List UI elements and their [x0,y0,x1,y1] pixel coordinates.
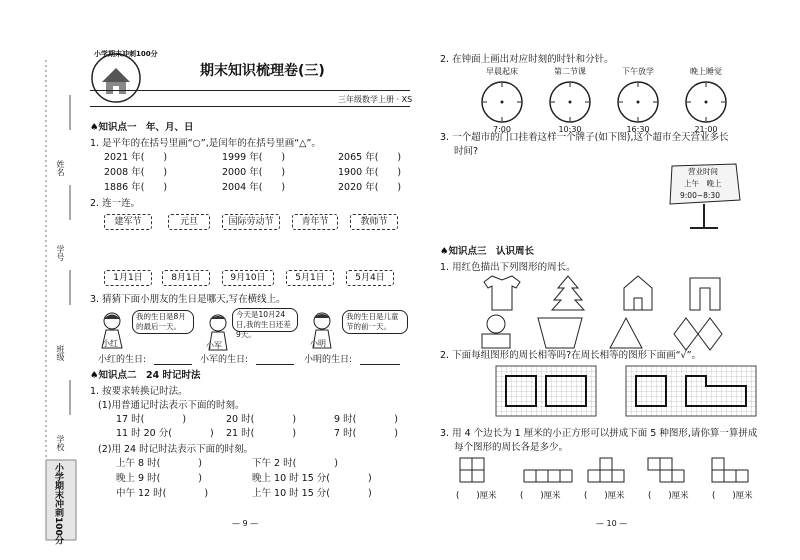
page-subtitle: 三年级数学上册 · XS [338,95,413,104]
page-title: 期末知识梳理卷(三) [200,63,325,79]
festival-box: 教师节 [350,214,398,230]
clock-face-icon[interactable] [548,80,592,124]
clock-face-icon[interactable] [616,80,660,124]
perimeter-answer[interactable]: ( )厘米 [456,491,497,501]
perimeter-answer[interactable]: ( )厘米 [520,491,561,501]
birthday-answer: 小明的生日: [304,355,353,365]
answer-line[interactable] [154,364,192,365]
answer-line[interactable] [256,364,294,365]
triangle-shape-icon [610,318,642,348]
kid-name: 小军 [206,341,222,350]
rect-shape-icon [482,334,510,348]
shapes-row-2 [476,314,776,350]
time-item: 晚上 10 时 15 分( ) [252,473,372,484]
k1-heading: ♠知识点一 年、月、日 [90,122,194,133]
date-box: 5月1日 [286,270,334,286]
binding-field-school: 学校 [56,435,65,451]
r-q2b-text: 2. 下面每组图形的周长相等吗?在周长相等的图形下面画“√”。 [440,350,702,361]
title-rule [90,90,410,91]
clock-time: 16:30 [626,125,650,134]
time-item: 下午 2 时( ) [252,458,338,469]
time-item: 21 时( ) [226,428,297,439]
time-item: 7 时( ) [334,428,398,439]
year-item: 2020 年( ) [338,182,402,193]
date-box: 9月10日 [222,270,274,286]
clock-group [540,66,600,136]
tree-icon [552,276,584,310]
binding-strip [0,0,82,560]
sub2-text: (2)用 24 时记时法表示下面的时刻。 [98,444,254,455]
perimeter-answer[interactable]: ( )厘米 [584,491,625,501]
sign-row: 上午 晚上 [684,179,722,188]
page-number: — 10 — [596,519,628,528]
k3-heading: ♠知识点三 认识周长 [440,246,535,257]
date-box: 1月1日 [104,270,152,286]
clock-face-icon[interactable] [480,80,524,124]
trapezoid-shape-icon [538,318,582,348]
year-item: 2004 年( ) [222,182,286,193]
time-item: 晚上 9 时( ) [116,473,202,484]
kid-name: 小明 [310,339,326,348]
k2-heading: ♠知识点二 24 时记时法 [90,370,201,381]
year-item: 1999 年( ) [222,152,286,163]
left-page [82,0,420,560]
answer-line[interactable] [360,364,400,365]
date-box: 8月1日 [162,270,210,286]
kid-name: 小红 [102,339,118,348]
binding-field-class: 班级 [56,345,65,361]
page-number: — 9 — [232,519,259,528]
clock-group [608,66,668,136]
binding-field-name: 姓名 [56,160,65,176]
sign-title: 营业时间 [688,167,718,176]
year-item: 2008 年( ) [104,167,168,178]
speech-bubble: 我的生日是8月的最后一天。 [132,310,194,334]
q1-text: 1. 是平年的在括号里画“○”,是闰年的在括号里画“△”。 [90,138,321,149]
speech-bubble: 我的生日是儿童节的前一天。 [342,310,408,334]
clock-label: 早晨起床 [486,67,518,76]
time-item: 20 时( ) [226,414,297,425]
diamond-shape-icon [674,318,722,350]
year-item: 2065 年( ) [338,152,402,163]
clock-time: 7:00 [493,125,511,134]
clock-time: 21:00 [694,125,718,134]
date-box: 5月4日 [346,270,394,286]
right-page [436,0,796,560]
birthday-answer: 小军的生日: [200,355,249,365]
r-q1-text: 1. 用红色描出下列图形的周长。 [440,262,576,273]
clock-face-icon[interactable] [684,80,728,124]
festival-box: 元旦 [168,214,210,230]
r-q3b-text: 每个图形的周长各是多少。 [454,442,569,453]
time-item: 上午 10 时 15 分( ) [252,488,372,499]
tetromino-figures [460,458,780,488]
arch-shape-icon [690,278,720,310]
logo-text: 小学期末冲刺100分 [94,50,158,58]
clock-group [472,66,532,136]
time-item: 17 时( ) [116,414,187,425]
perimeter-answer[interactable]: ( )厘米 [712,491,753,501]
time-item: 中午 12 时( ) [116,488,209,499]
r-q3b-text: 3. 用 4 个边长为 1 厘米的小正方形可以拼成下面 5 种图形,请你算一算拼成 [440,428,758,439]
subtitle-rule [90,106,410,107]
binding-vertical-label: 小学期末冲刺100分 [53,463,63,545]
clock-label: 第二节课 [554,67,586,76]
perimeter-answer[interactable]: ( )厘米 [648,491,689,501]
speech-bubble: 今天是10月24日,我的生日还差9天。 [232,308,298,332]
shirt-icon [484,276,520,310]
clock-time: 10:30 [558,125,582,134]
year-item: 2000 年( ) [222,167,286,178]
festival-box: 青年节 [292,214,338,230]
clock-group [676,66,736,136]
time-item: 11 时 20 分( ) [116,428,214,439]
birthday-answer: 小红的生日: [98,355,147,365]
r-q3-text: 3. 一个超市的门口挂着这样一个牌子(如下图),这个超市全天营业多长 [440,132,729,143]
q2-text: 2. 连一连。 [90,198,141,209]
time-item: 9 时( ) [334,414,398,425]
year-item: 2021 年( ) [104,152,168,163]
festival-box: 建军节 [104,214,152,230]
r-q2-text: 2. 在钟面上画出对应时刻的时针和分针。 [440,54,614,65]
year-item: 1886 年( ) [104,182,168,193]
clock-label: 晚上睡觉 [690,67,722,76]
sub1-text: (1)用普通记时法表示下面的时刻。 [98,400,245,411]
q3-text: 3. 猜猜下面小朋友的生日是哪天,写在横线上。 [90,294,286,305]
sign-hours: 9:00~8:30 [680,191,720,200]
r-q3-text: 时间? [454,146,479,157]
q1b-text: 1. 按要求转换记时法。 [90,386,188,397]
time-item: 上午 8 时( ) [116,458,202,469]
binding-field-number: 学号 [56,245,65,261]
binding-lines [0,0,82,560]
festival-box: 国际劳动节 [222,214,280,230]
grid-figures [496,366,756,416]
clock-label: 下午放学 [622,67,654,76]
house-shape-icon [624,276,652,310]
circle-shape-icon [487,315,505,333]
year-item: 1900 年( ) [338,167,402,178]
shapes-row-1 [476,274,776,314]
